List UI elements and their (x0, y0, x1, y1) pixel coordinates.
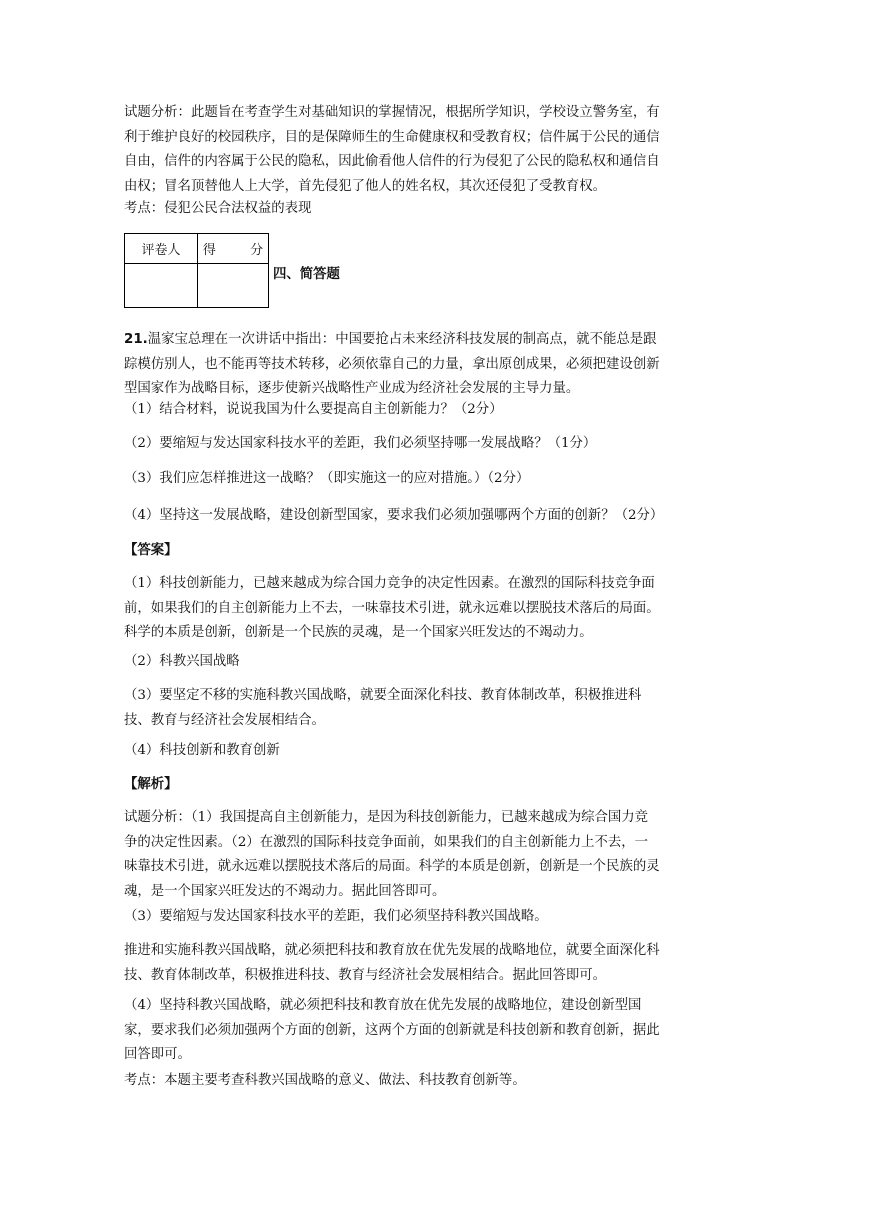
grader-cell (125, 264, 198, 308)
text-line: 自由，信件的内容属于公民的隐私，因此偷看他人信件的行为侵犯了公民的隐私权和通信自 (124, 154, 660, 169)
sub-question-text: （3）我们应怎样推进这一战略？（即实施这一的应对措施。）（2分） (124, 471, 530, 486)
analysis-text-line: 味靠技术引进，就永远难以摆脱技术落后的局面。科学的本质是创新，创新是一个民族的灵 (124, 859, 660, 874)
grader-header: 评卷人 (125, 234, 198, 264)
sub-question-3 (124, 467, 744, 492)
answer-1 (124, 572, 744, 646)
text-line: 由权；冒名顶替他人上大学，首先侵犯了他人的姓名权，其次还侵犯了受教育权。 (124, 178, 607, 194)
analysis-text-line: （3）要缩短与发达国家科技水平的差距，我们必须坚持科教兴国战略。 (124, 909, 548, 924)
analysis-paragraph-5 (124, 994, 744, 1068)
answer-text-line: （3）要坚定不移的实施科教兴国战略，就要全面深化科技、教育体制改革，积极推进科 (124, 688, 642, 703)
kaodian-2 (124, 1069, 744, 1094)
score-header-a: 得 (202, 243, 216, 258)
answer-text-line: 前，如果我们的自主创新能力上不去，一味靠技术引进，就永远难以摆脱技术落后的局面。 (124, 600, 660, 616)
sub-question-4 (124, 504, 744, 529)
answer-2 (124, 650, 744, 675)
answer-text-line: （1）科技创新能力，已越来越成为综合国力竞争的决定性因素。在激烈的国际科技竞争面 (124, 576, 655, 591)
analysis-text-line: 魂，是一个国家兴旺发达的不竭动力。据此回答即可。 (124, 883, 446, 899)
analysis-text-line: 推进和实施科教兴国战略，就必须把科技和教育放在优先发展的战略地位，就要全面深化科 (124, 943, 660, 958)
question-text-line: 型国家作为战略目标，逐步使新兴战略性产业成为经济社会发展的主导力量。 (124, 381, 580, 396)
question-text-line: 踪模仿别人，也不能再等技术转移，必须依靠自己的力量，拿出原创成果，必须把建设创新 (124, 356, 660, 372)
score-table (124, 233, 269, 308)
answer-3 (124, 684, 744, 733)
answer-heading (124, 539, 744, 564)
answer-text-line: 科学的本质是创新，创新是一个民族的灵魂，是一个国家兴旺发达的不竭动力。 (124, 625, 593, 640)
answer-text-line: （4）科技创新和教育创新 (124, 743, 280, 758)
score-header (198, 234, 269, 264)
analysis-paragraph-1 (124, 101, 744, 199)
question-text-line: 温家宝总理在一次讲话中指出：中国要抢占未来经济科技发展的制高点，就不能总是跟 (147, 332, 657, 347)
sub-question-2 (124, 432, 744, 457)
sub-question-text: （1）结合材料，说说我国为什么要提高自主创新能力？（2分） (124, 402, 503, 417)
text-line: 试题分析：此题旨在考查学生对基础知识的掌握情况，根据所学知识，学校设立警务室，有 (124, 105, 660, 120)
analysis-text-line: 试题分析：（1）我国提高自主创新能力，是因为科技创新能力，已越来越成为综合国力竞 (124, 810, 649, 825)
answer-text-line: （2）科教兴国战略 (124, 654, 240, 669)
question-number: 21. (124, 332, 148, 347)
analysis-text-line: （4）坚持科教兴国战略，就必须把科技和教育放在优先发展的战略地位，建设创新型国 (124, 998, 642, 1013)
question-21 (124, 328, 744, 402)
analysis-heading-text: 【解析】 (124, 777, 178, 792)
analysis-paragraph-3 (124, 905, 744, 930)
sub-question-text: （4）坚持这一发展战略，建设创新型国家，要求我们必须加强哪两个方面的创新？（2分） (124, 508, 664, 523)
score-header-b: 分 (250, 243, 264, 258)
analysis-paragraph-2 (124, 806, 744, 904)
analysis-text-line: 争的决定性因素。（2）在激烈的国际科技竞争面前，如果我们的自主创新能力上不去，一 (124, 834, 649, 850)
sub-question-text: （2）要缩短与发达国家科技水平的差距，我们必须坚持哪一发展战略？（1分） (124, 436, 597, 451)
kaodian-text: 考点：本题主要考查科教兴国战略的意义、做法、科技教育创新等。 (124, 1073, 526, 1088)
analysis-heading (124, 773, 744, 798)
kaodian-text: 考点：侵犯公民合法权益的表现 (124, 201, 312, 216)
analysis-text-line: 回答即可。 (124, 1047, 191, 1062)
text-line: 利于维护良好的校园秩序，目的是保障师生的生命健康权和受教育权；信件属于公民的通信 (124, 129, 660, 145)
sub-question-1 (124, 398, 744, 423)
section-title: 四、简答题 (273, 267, 340, 282)
analysis-paragraph-4 (124, 939, 744, 988)
analysis-text-line: 技、教育体制改革，积极推进科技、教育与经济社会发展相结合。据此回答即可。 (124, 967, 607, 983)
answer-4 (124, 739, 744, 764)
kaodian-1 (124, 197, 744, 222)
score-cell (198, 264, 269, 308)
answer-text-line: 技、教育与经济社会发展相结合。 (124, 712, 325, 728)
analysis-text-line: 家，要求我们必须加强两个方面的创新，这两个方面的创新就是科技创新和教育创新，据此 (124, 1022, 660, 1038)
answer-heading-text: 【答案】 (124, 543, 178, 558)
